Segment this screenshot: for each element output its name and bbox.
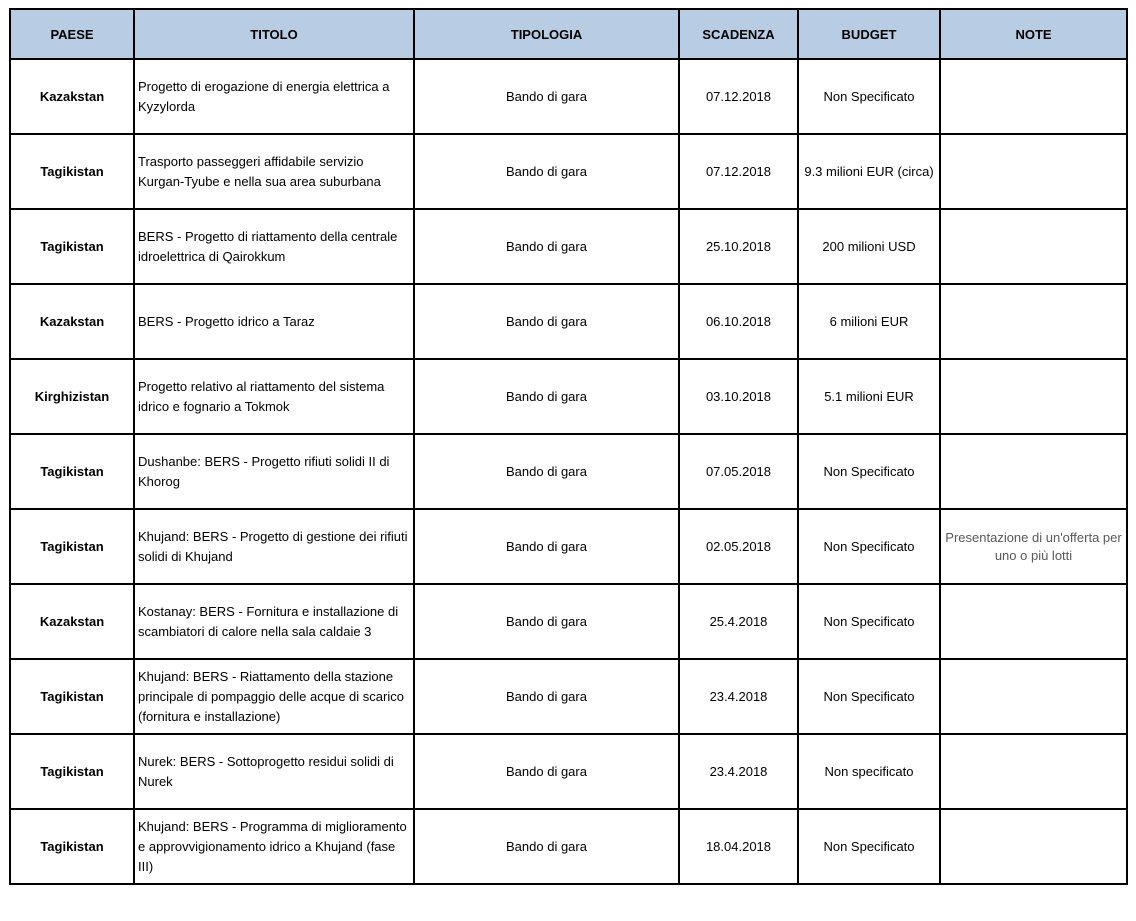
cell-paese: Tagikistan [10, 659, 134, 734]
cell-note [940, 434, 1127, 509]
table-row [10, 359, 1127, 434]
cell-note [940, 134, 1127, 209]
cell-paese: Kazakstan [10, 584, 134, 659]
tenders-sheet [9, 8, 1126, 907]
cell-titolo: Khujand: BERS - Progetto di gestione dei rifiuti solidi di Khujand [134, 509, 414, 584]
table-row [10, 59, 1127, 134]
cell-scadenza: 25.4.2018 [679, 584, 798, 659]
cell-budget: Non Specificato [798, 509, 940, 584]
cell-paese: Kazakstan [10, 59, 134, 134]
cell-tipologia: Bando di gara [414, 59, 679, 134]
cell-scadenza: 18.04.2018 [679, 809, 798, 884]
table-row [10, 209, 1127, 284]
table-row [10, 809, 1127, 884]
cell-paese: Tagikistan [10, 434, 134, 509]
cell-tipologia: Bando di gara [414, 284, 679, 359]
cell-note [940, 284, 1127, 359]
header-tipologia: TIPOLOGIA [414, 9, 679, 59]
cell-tipologia: Bando di gara [414, 209, 679, 284]
cell-paese: Tagikistan [10, 509, 134, 584]
cell-titolo: Progetto di erogazione di energia elettrica a Kyzylorda [134, 59, 414, 134]
cell-budget: 200 milioni USD [798, 209, 940, 284]
header-titolo: TITOLO [134, 9, 414, 59]
cell-note [940, 659, 1127, 734]
cell-budget: Non Specificato [798, 434, 940, 509]
cell-budget: 6 milioni EUR [798, 284, 940, 359]
cell-note [940, 59, 1127, 134]
cell-paese: Kirghizistan [10, 359, 134, 434]
table-body [10, 59, 1127, 884]
cell-titolo: Trasporto passeggeri affidabile servizio Kurgan-Tyube e nella sua area suburbana [134, 134, 414, 209]
cell-titolo: Khujand: BERS - Riattamento della stazione principale di pompaggio delle acque di scarico (fornitura e installazione) [134, 659, 414, 734]
cell-scadenza: 25.10.2018 [679, 209, 798, 284]
cell-note [940, 809, 1127, 884]
cell-tipologia: Bando di gara [414, 359, 679, 434]
cell-paese: Tagikistan [10, 209, 134, 284]
header-scadenza: SCADENZA [679, 9, 798, 59]
table-row [10, 734, 1127, 809]
cell-scadenza: 07.12.2018 [679, 59, 798, 134]
cell-budget: 9.3 milioni EUR (circa) [798, 134, 940, 209]
cell-tipologia: Bando di gara [414, 134, 679, 209]
header-budget: BUDGET [798, 9, 940, 59]
cell-tipologia: Bando di gara [414, 659, 679, 734]
cell-budget: 5.1 milioni EUR [798, 359, 940, 434]
cell-budget: Non Specificato [798, 659, 940, 734]
cell-scadenza: 02.05.2018 [679, 509, 798, 584]
cell-titolo: BERS - Progetto di riattamento della centrale idroelettrica di Qairokkum [134, 209, 414, 284]
cell-scadenza: 23.4.2018 [679, 734, 798, 809]
header-note: NOTE [940, 9, 1127, 59]
table-row [10, 434, 1127, 509]
cell-scadenza: 07.12.2018 [679, 134, 798, 209]
header-row [10, 9, 1127, 59]
cell-tipologia: Bando di gara [414, 734, 679, 809]
cell-note [940, 209, 1127, 284]
cell-note: Presentazione di un'offerta per uno o più lotti [940, 509, 1127, 584]
cell-titolo: BERS - Progetto idrico a Taraz [134, 284, 414, 359]
table-row [10, 134, 1127, 209]
cell-paese: Tagikistan [10, 134, 134, 209]
table-row [10, 284, 1127, 359]
cell-paese: Tagikistan [10, 734, 134, 809]
cell-scadenza: 03.10.2018 [679, 359, 798, 434]
cell-tipologia: Bando di gara [414, 509, 679, 584]
cell-note [940, 734, 1127, 809]
header-paese: PAESE [10, 9, 134, 59]
cell-paese: Tagikistan [10, 809, 134, 884]
cell-tipologia: Bando di gara [414, 584, 679, 659]
cell-budget: Non Specificato [798, 809, 940, 884]
cell-note [940, 359, 1127, 434]
cell-titolo: Khujand: BERS - Programma di miglioramento e approvvigionamento idrico a Khujand (fase III) [134, 809, 414, 884]
cell-budget: Non Specificato [798, 59, 940, 134]
cell-scadenza: 06.10.2018 [679, 284, 798, 359]
cell-scadenza: 23.4.2018 [679, 659, 798, 734]
table-row [10, 584, 1127, 659]
cell-budget: Non Specificato [798, 584, 940, 659]
cell-tipologia: Bando di gara [414, 809, 679, 884]
cell-titolo: Progetto relativo al riattamento del sistema idrico e fognario a Tokmok [134, 359, 414, 434]
cell-note [940, 584, 1127, 659]
cell-titolo: Nurek: BERS - Sottoprogetto residui solidi di Nurek [134, 734, 414, 809]
cell-scadenza: 07.05.2018 [679, 434, 798, 509]
cell-titolo: Kostanay: BERS - Fornitura e installazione di scambiatori di calore nella sala caldaie 3 [134, 584, 414, 659]
cell-tipologia: Bando di gara [414, 434, 679, 509]
cell-paese: Kazakstan [10, 284, 134, 359]
cell-budget: Non specificato [798, 734, 940, 809]
table-row [10, 509, 1127, 584]
tenders-table [9, 8, 1128, 885]
cell-titolo: Dushanbe: BERS - Progetto rifiuti solidi II di Khorog [134, 434, 414, 509]
table-row [10, 659, 1127, 734]
